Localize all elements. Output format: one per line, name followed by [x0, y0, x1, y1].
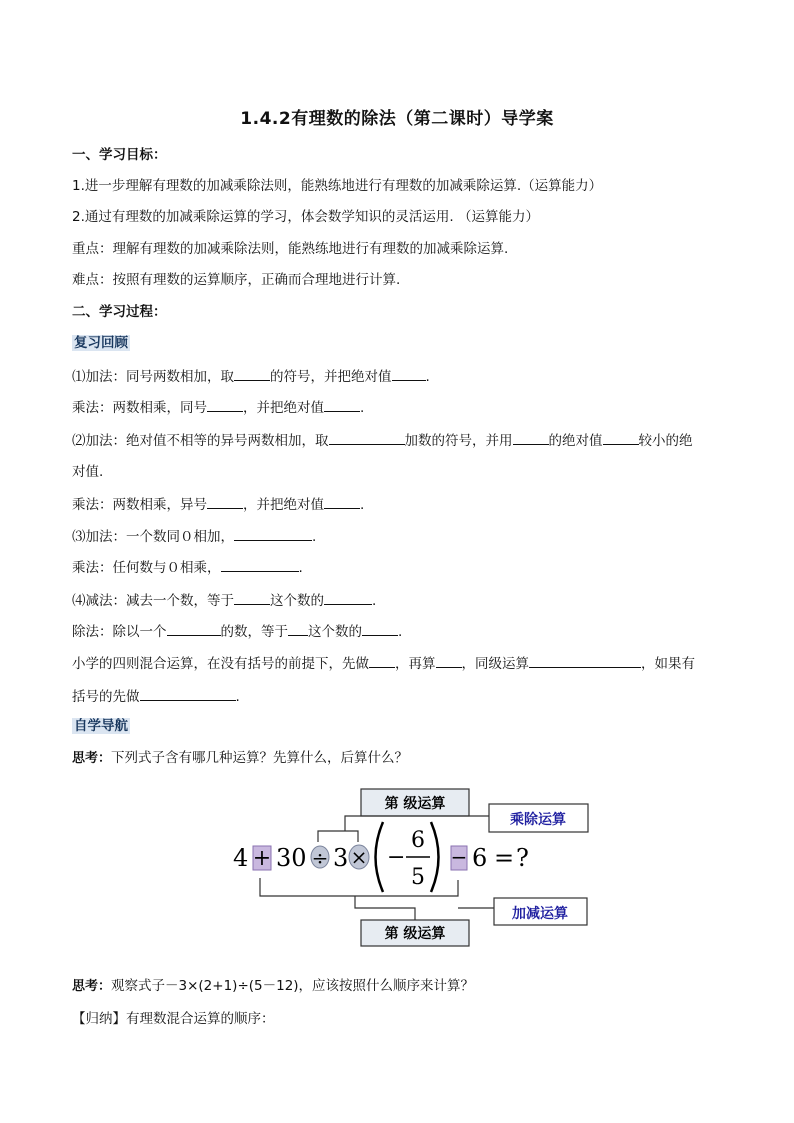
fraction-numerator: 6 [411, 828, 425, 853]
addsub-label: 加减运算 [512, 906, 568, 922]
level-box-top-text: 第 级运算 [384, 796, 446, 812]
think-2: 思考：观察式子－3×(2+1)÷(5－12)，应该按照什么顺序来计算？ [72, 978, 475, 994]
minus-sign: − [450, 845, 468, 869]
right-paren [431, 822, 439, 892]
section-2-heading: 二、学习过程： [72, 304, 167, 320]
num-6: 6 [472, 844, 488, 872]
review-3-mul: 乘法：任何数与０相乘， . [72, 557, 303, 578]
goal-1: 1.进一步理解有理数的加减乘除法则，能熟练地进行有理数的加减乘除运算.（运算能力） [72, 178, 603, 194]
bracket-upper-left [318, 831, 358, 842]
self-study-label: 自学导航 [74, 718, 128, 734]
level-box-bottom-text: 第 级运算 [384, 926, 446, 942]
bracket-lower-stem [355, 896, 415, 920]
div-sign: ÷ [311, 846, 329, 870]
mixed-ops-line-2: 括号的先做 . [72, 686, 240, 707]
bracket-lower [260, 878, 458, 896]
plus-sign: + [252, 846, 272, 871]
negative-sign: − [387, 845, 406, 870]
num-30: 30 [276, 844, 307, 872]
review-2-add-cont: 对值. [72, 464, 104, 480]
left-paren [376, 822, 384, 892]
key-point: 重点：理解有理数的加减乘除法则，能熟练地进行有理数的加减乘除运算. [72, 241, 509, 257]
fraction-denominator: 5 [411, 865, 425, 890]
review-2-add: ⑵加法：绝对值不相等的异号两数相加，取 加数的符号，并用 的绝对值 较小的绝 [72, 430, 693, 451]
question-mark: ? [516, 844, 529, 872]
num-4: 4 [233, 844, 249, 872]
review-3-add: ⑶加法：一个数同０相加， . [72, 526, 316, 547]
review-1-mul: 乘法：两数相乘，同号 ，并把绝对值 . [72, 397, 364, 418]
page-title: 1.4.2有理数的除法（第二课时）导学案 [240, 109, 554, 129]
mixed-ops-line-1: 小学的四则混合运算，在没有括号的前提下，先做 ，再算 ，同级运算 ，如果有 [72, 653, 695, 674]
review-label: 复习回顾 [74, 335, 128, 351]
goal-2: 2.通过有理数的加减乘除运算的学习，体会数学知识的灵活运用. （运算能力） [72, 209, 539, 225]
summary: 【归纳】有理数混合运算的顺序： [72, 1011, 275, 1027]
think-1: 思考：下列式子含有哪几种运算？先算什么，后算什么？ [72, 750, 409, 766]
review-1-add: ⑴加法：同号两数相加，取 的符号，并把绝对值 . [72, 366, 430, 387]
num-3: 3 [333, 844, 349, 872]
difficult-point: 难点：按照有理数的运算顺序，正确而合理地进行计算. [72, 272, 401, 288]
times-sign: × [350, 845, 368, 869]
equals-sign: = [494, 844, 515, 872]
review-2-mul: 乘法：两数相乘，异号 ，并把绝对值 . [72, 494, 364, 515]
review-4-div: 除法：除以一个 的数，等于 这个数的 . [72, 621, 402, 642]
review-4-sub: ⑷减法：减去一个数，等于 这个数的 . [72, 590, 376, 611]
section-1-heading: 一、学习目标： [72, 147, 167, 163]
muldiv-label: 乘除运算 [510, 812, 566, 828]
